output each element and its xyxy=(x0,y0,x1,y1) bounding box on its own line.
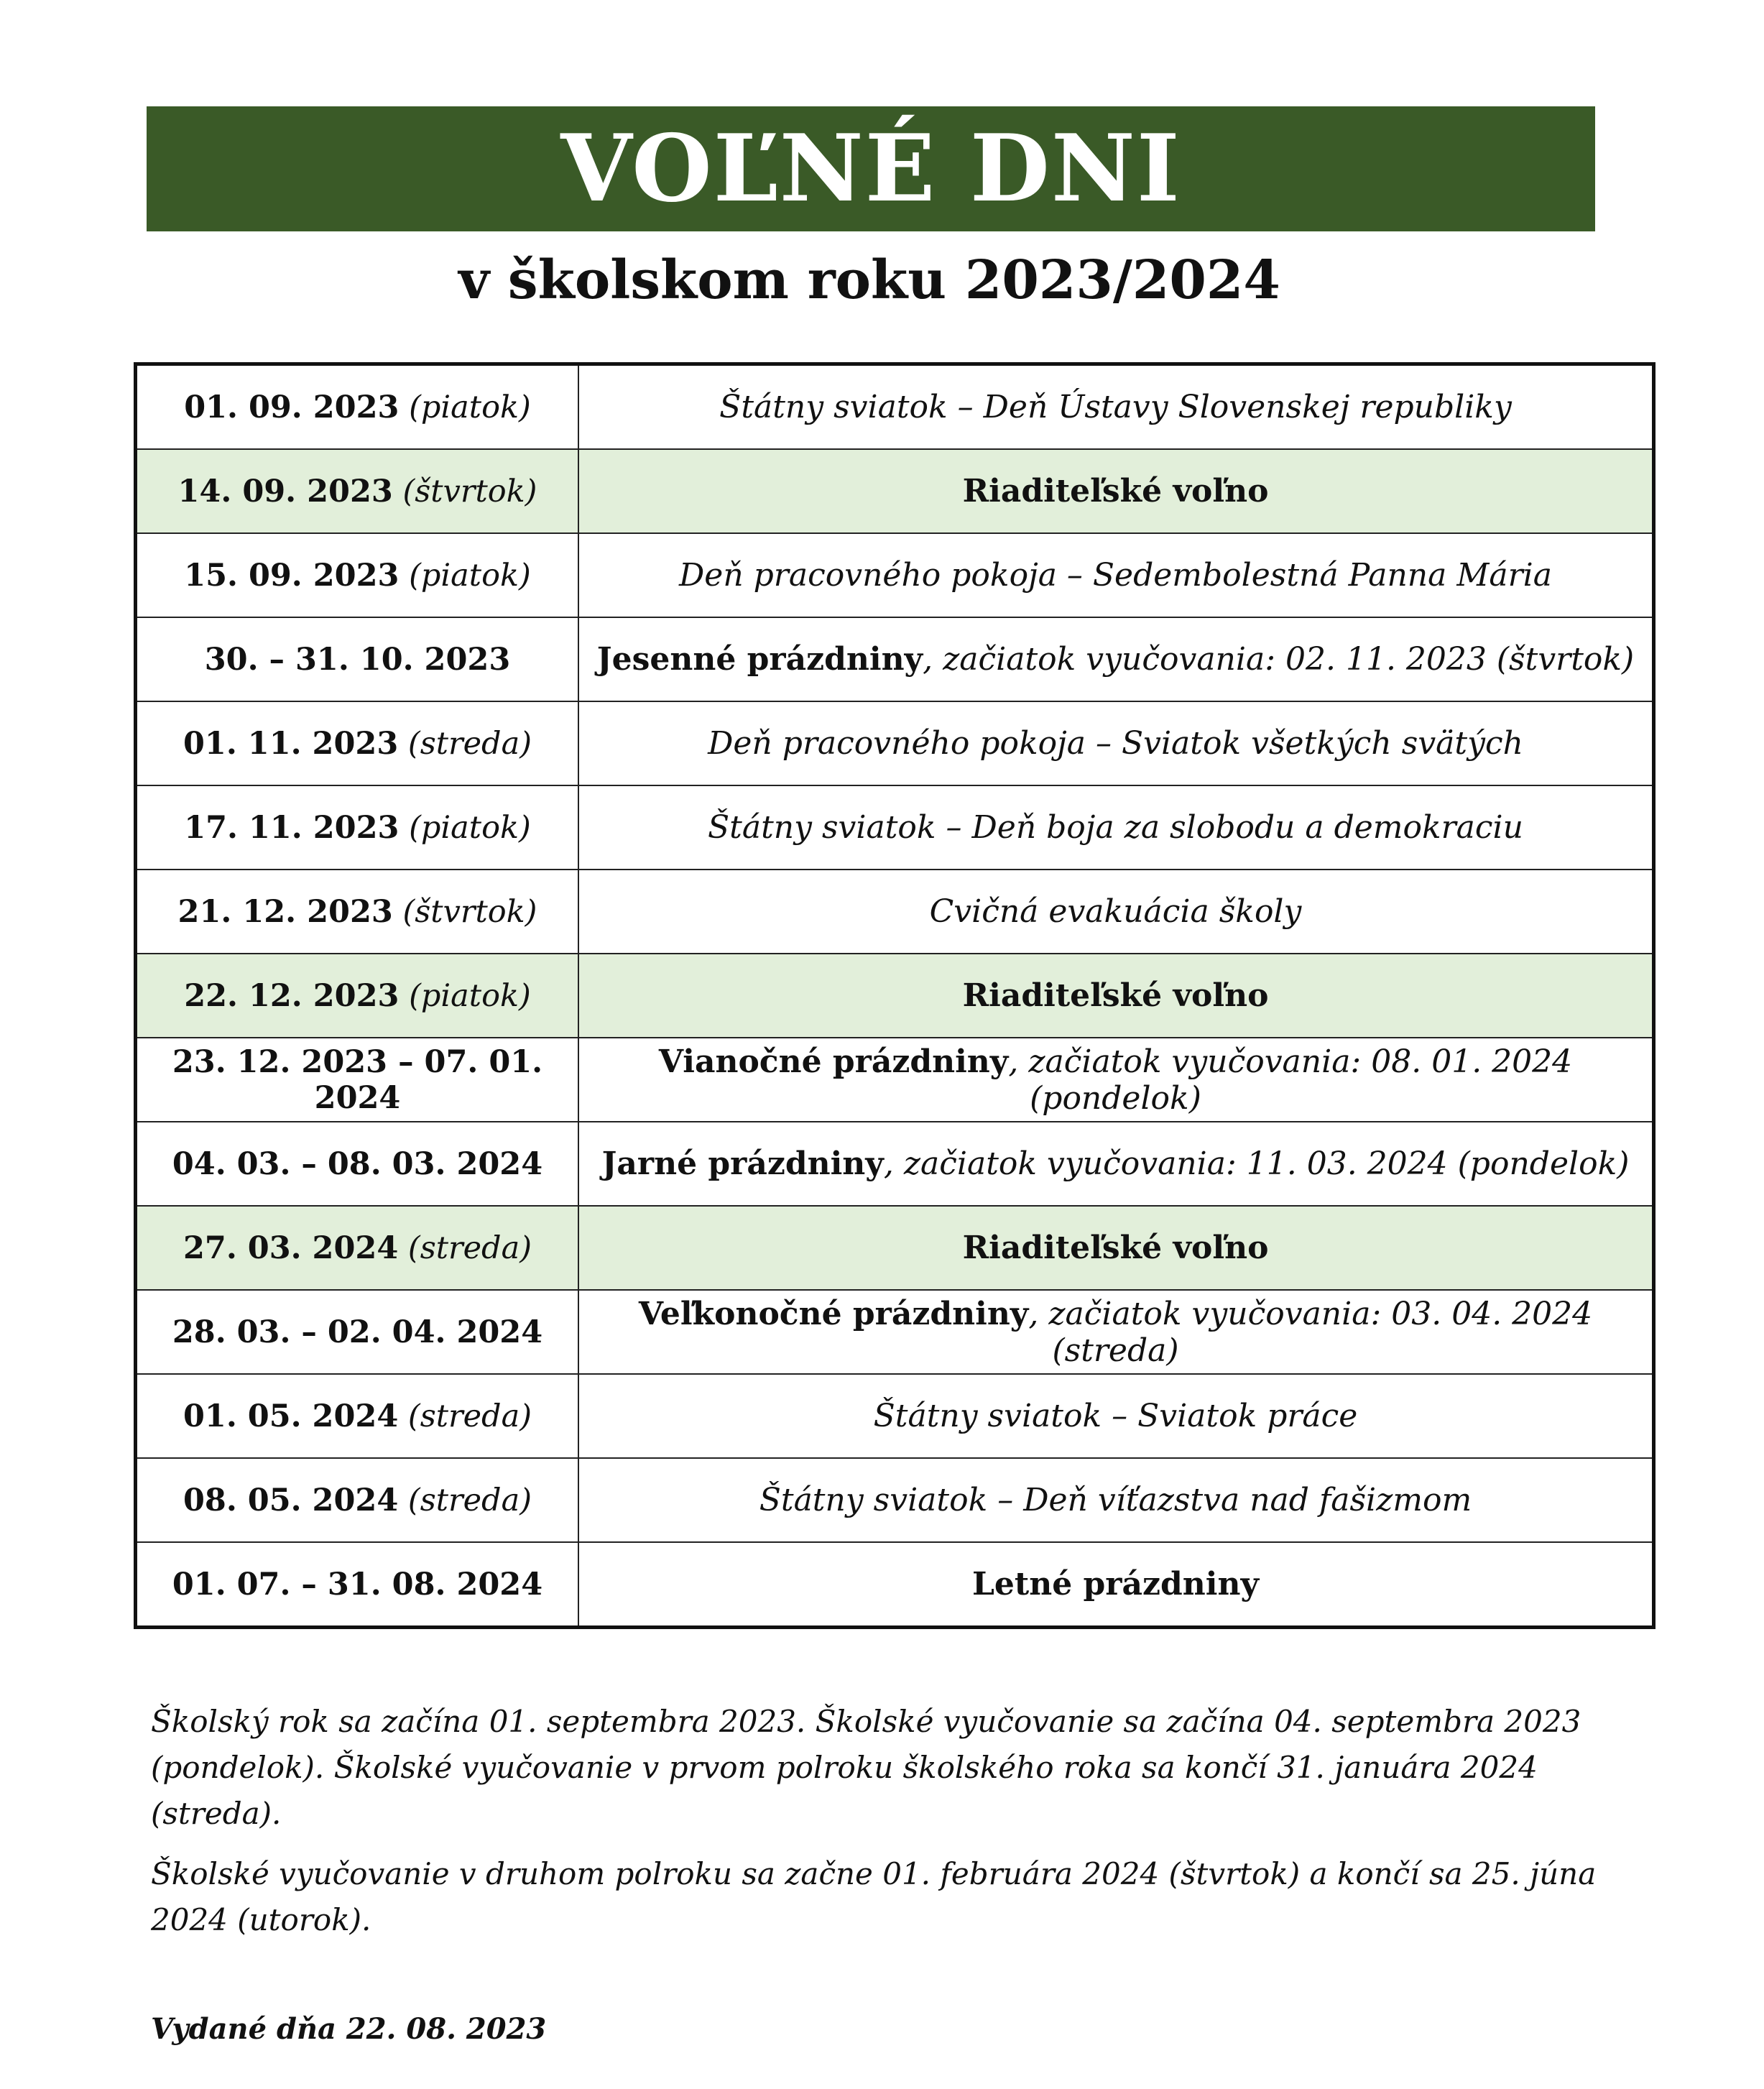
date-cell xyxy=(136,1458,579,1542)
weekday-text: (streda) xyxy=(407,1398,532,1434)
date-text: 01. 07. – 31. 08. 2024 xyxy=(172,1566,543,1603)
description-cell xyxy=(578,954,1654,1038)
date-cell xyxy=(136,701,579,785)
description-cell xyxy=(578,617,1654,701)
title-banner xyxy=(147,106,1595,231)
event-description: , začiatok vyučovania: 02. 11. 2023 (štvrtok) xyxy=(923,641,1635,678)
table-row xyxy=(136,449,1654,533)
date-cell xyxy=(136,1206,579,1290)
event-description: Deň pracovného pokoja – Sviatok všetkých svätých xyxy=(708,725,1523,762)
table-row xyxy=(136,785,1654,870)
note-paragraph-2: Školské vyučovanie v druhom polroku sa začne 01. februára 2024 (štvrtok) a končí sa 25. júna 2024 (utorok). xyxy=(151,1856,1597,1937)
event-title: Riaditeľské voľno xyxy=(962,1230,1269,1266)
date-cell xyxy=(136,1122,579,1206)
date-text: 30. – 31. 10. 2023 xyxy=(204,641,511,678)
event-description: , začiatok vyučovania: 11. 03. 2024 (pondelok) xyxy=(883,1145,1630,1182)
date-cell xyxy=(136,785,579,870)
issued-date: Vydané dňa 22. 08. 2023 xyxy=(151,2012,547,2046)
event-description: Štátny sviatok – Sviatok práce xyxy=(873,1398,1358,1434)
table-row xyxy=(136,1542,1654,1628)
table-row xyxy=(136,364,1654,450)
date-cell xyxy=(136,364,579,450)
date-cell xyxy=(136,870,579,954)
description-cell xyxy=(578,1290,1654,1374)
date-text: 04. 03. – 08. 03. 2024 xyxy=(172,1145,543,1182)
weekday-text: (streda) xyxy=(407,1230,532,1266)
weekday-text: (streda) xyxy=(407,1482,532,1518)
holidays-table xyxy=(134,362,1656,1629)
table-row xyxy=(136,1122,1654,1206)
date-text: 15. 09. 2023 xyxy=(184,557,400,594)
event-description: Štátny sviatok – Deň boja za slobodu a demokraciu xyxy=(708,809,1523,846)
event-title: Vianočné prázdniny xyxy=(658,1043,1009,1080)
note-paragraph-1: Školský rok sa začína 01. septembra 2023. Školské vyučovanie sa začína 04. septembra 2023 (pondelok). Školské vyučovanie v prvom polroku školského roka sa končí 31. januára 2024 (streda). xyxy=(151,1704,1581,1831)
description-cell xyxy=(578,1458,1654,1542)
event-title: Letné prázdniny xyxy=(971,1566,1260,1603)
date-text: 01. 09. 2023 xyxy=(184,389,400,425)
table-row xyxy=(136,1290,1654,1374)
date-cell xyxy=(136,1290,579,1374)
event-title: Veľkonočné prázdniny xyxy=(638,1295,1029,1332)
weekday-text: (piatok) xyxy=(409,977,531,1014)
description-cell xyxy=(578,1038,1654,1122)
event-description: Deň pracovného pokoja – Sedembolestná Panna Mária xyxy=(679,557,1552,594)
date-cell xyxy=(136,1038,579,1122)
date-text: 08. 05. 2024 xyxy=(183,1482,399,1518)
date-text: 01. 05. 2024 xyxy=(183,1398,399,1434)
weekday-text: (štvrtok) xyxy=(402,473,537,509)
table-row xyxy=(136,1458,1654,1542)
table-row xyxy=(136,617,1654,701)
date-text: 22. 12. 2023 xyxy=(184,977,400,1014)
description-cell xyxy=(578,870,1654,954)
description-cell xyxy=(578,449,1654,533)
description-cell xyxy=(578,1374,1654,1458)
date-text: 28. 03. – 02. 04. 2024 xyxy=(172,1314,543,1350)
date-text: 14. 09. 2023 xyxy=(177,473,393,509)
event-title: Jarné prázdniny xyxy=(601,1145,884,1182)
table-row xyxy=(136,954,1654,1038)
page-title: VOĽNÉ DNI xyxy=(560,115,1181,223)
date-cell xyxy=(136,1374,579,1458)
notes xyxy=(151,1699,1645,1957)
description-cell xyxy=(578,1206,1654,1290)
table-row xyxy=(136,1206,1654,1290)
page-subtitle: v školskom roku 2023/2024 xyxy=(458,249,1280,311)
weekday-text: (štvrtok) xyxy=(402,893,537,930)
date-text: 17. 11. 2023 xyxy=(184,809,400,846)
description-cell xyxy=(578,533,1654,617)
table-row xyxy=(136,1374,1654,1458)
date-text: 01. 11. 2023 xyxy=(183,725,399,762)
event-title: Jesenné prázdniny xyxy=(596,641,923,678)
event-description: , začiatok vyučovania: 03. 04. 2024 (streda) xyxy=(1028,1295,1593,1369)
description-cell xyxy=(578,1122,1654,1206)
holidays-table-body xyxy=(136,364,1654,1628)
date-cell xyxy=(136,617,579,701)
event-description: Štátny sviatok – Deň Ústavy Slovenskej republiky xyxy=(719,389,1512,425)
table-row xyxy=(136,1038,1654,1122)
date-cell xyxy=(136,1542,579,1628)
description-cell xyxy=(578,701,1654,785)
date-text: 21. 12. 2023 xyxy=(177,893,393,930)
date-cell xyxy=(136,533,579,617)
date-cell xyxy=(136,954,579,1038)
weekday-text: (piatok) xyxy=(409,557,531,594)
event-title: Riaditeľské voľno xyxy=(962,473,1269,509)
weekday-text: (streda) xyxy=(407,725,532,762)
table-row xyxy=(136,533,1654,617)
event-description: , začiatok vyučovania: 08. 01. 2024 (pondelok) xyxy=(1008,1043,1573,1117)
weekday-text: (piatok) xyxy=(409,809,531,846)
weekday-text: (piatok) xyxy=(409,389,531,425)
date-cell xyxy=(136,449,579,533)
description-cell xyxy=(578,364,1654,450)
table-row xyxy=(136,701,1654,785)
description-cell xyxy=(578,785,1654,870)
table-row xyxy=(136,870,1654,954)
date-text: 27. 03. 2024 xyxy=(183,1230,399,1266)
event-description: Štátny sviatok – Deň víťazstva nad fašizmom xyxy=(759,1482,1472,1518)
event-title: Riaditeľské voľno xyxy=(962,977,1269,1014)
description-cell xyxy=(578,1542,1654,1628)
event-description: Cvičná evakuácia školy xyxy=(929,893,1302,930)
date-text: 23. 12. 2023 – 07. 01. 2024 xyxy=(172,1043,543,1116)
